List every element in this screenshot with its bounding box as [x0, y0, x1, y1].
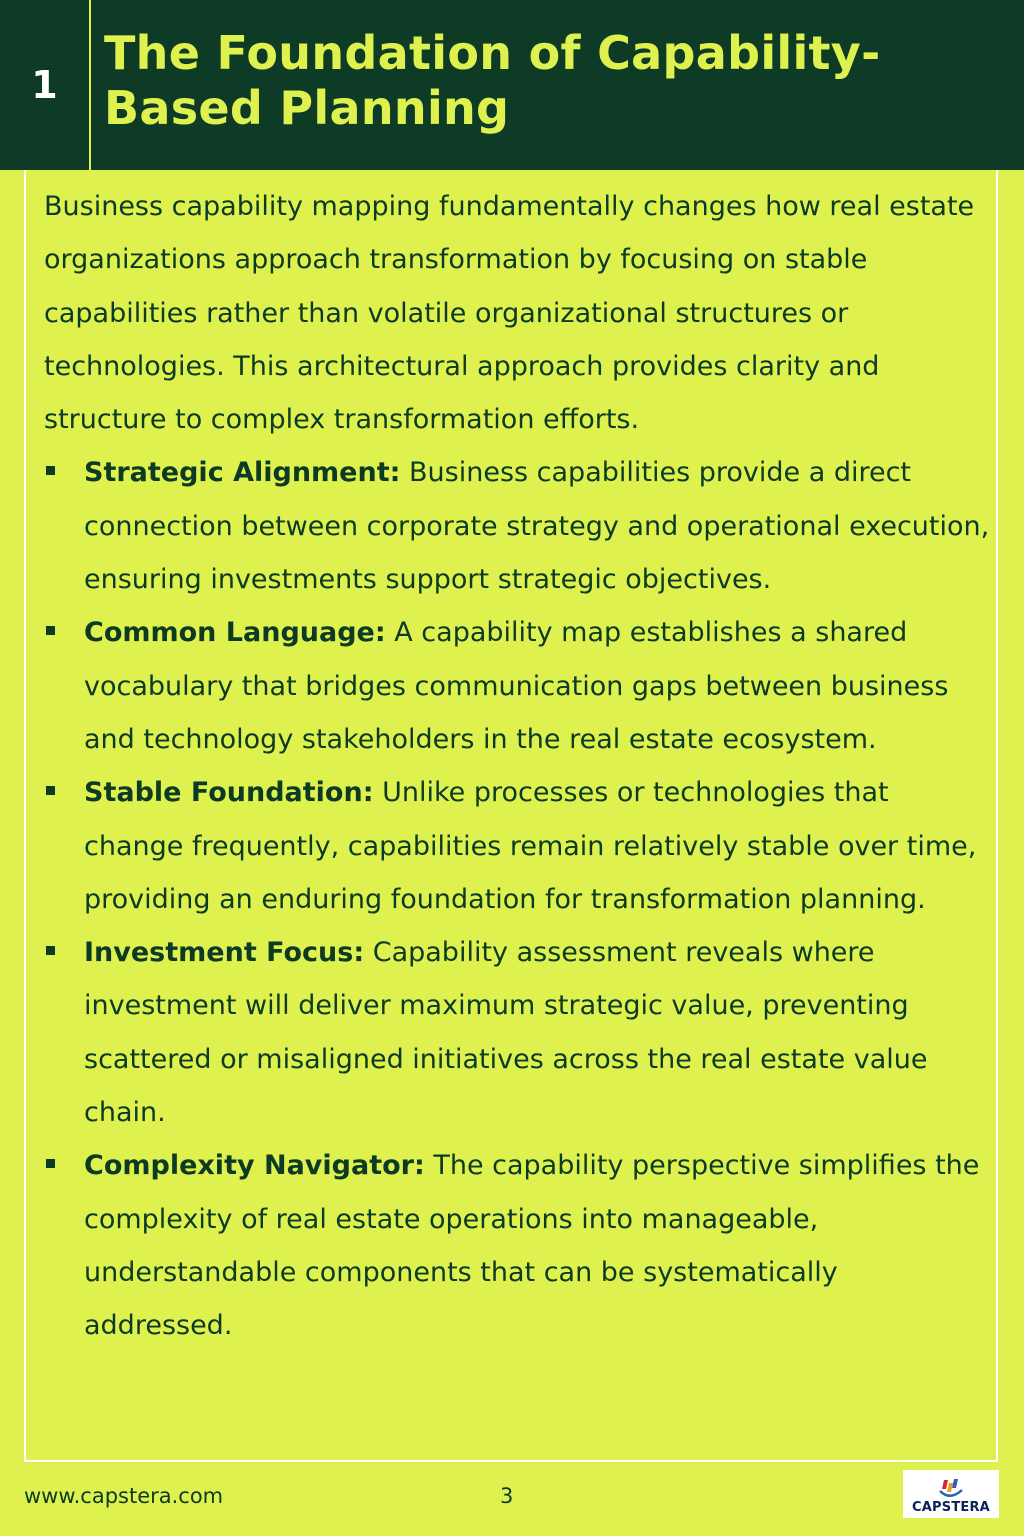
bullet-term: Common Language:: [84, 617, 386, 649]
page-number: 3: [500, 1484, 514, 1508]
bullet-common-language: [44, 606, 994, 766]
bullet-text: Business capabilities provide a direct connection between corporate strategy and operational execution, ensuring investments support strategic objectives.: [84, 457, 990, 596]
bullet-term: Investment Focus:: [84, 937, 365, 969]
bullet-term: Complexity Navigator:: [84, 1150, 425, 1182]
bullet-text: Capability assessment reveals where investment will deliver maximum strategic value, preventing scattered or misaligned initiatives across the real estate value chain.: [84, 937, 928, 1129]
bullet-strategic-alignment: [44, 446, 994, 606]
bullet-complexity-navigator: [44, 1139, 994, 1352]
square-bullet-icon: [46, 786, 55, 795]
content-body: [44, 180, 994, 1353]
square-bullet-icon: [46, 946, 55, 955]
bullet-list: [44, 446, 994, 1352]
capstera-logo-icon: [936, 1477, 966, 1501]
bullet-text: Unlike processes or technologies that change frequently, capabilities remain relatively stable over time, providing an enduring foundation for transformation planning.: [84, 777, 977, 915]
section-number: 1: [31, 63, 58, 107]
header-bar: [0, 0, 1024, 170]
bullet-stable-foundation: [44, 766, 994, 926]
bullet-text: A capability map establishes a shared vocabulary that bridges communication gaps between business and technology stakeholders in the real estate ecosystem.: [84, 617, 949, 755]
square-bullet-icon: [46, 626, 55, 635]
square-bullet-icon: [46, 1159, 55, 1168]
page-title: The Foundation of Capability-Based Planning: [104, 26, 881, 135]
footer-website-link[interactable]: www.capstera.com: [24, 1484, 224, 1508]
capstera-logo-text: CAPSTERA: [912, 1500, 990, 1515]
header-divider: [89, 0, 91, 170]
intro-paragraph: Business capability mapping fundamentally changes how real estate organizations approach transformation by focusing on stable capabilities rather than volatile organizational structures or technologies. This architectural approach provides clarity and structure to complex transformation efforts.: [44, 191, 975, 436]
bullet-investment-focus: [44, 926, 994, 1139]
capstera-logo: [903, 1470, 999, 1518]
bullet-term: Stable Foundation:: [84, 777, 374, 809]
square-bullet-icon: [46, 466, 55, 475]
bullet-term: Strategic Alignment:: [84, 457, 401, 489]
bullet-text: The capability perspective simplifies the complexity of real estate operations into manageable, understandable components that can be systematically addressed.: [84, 1150, 980, 1342]
